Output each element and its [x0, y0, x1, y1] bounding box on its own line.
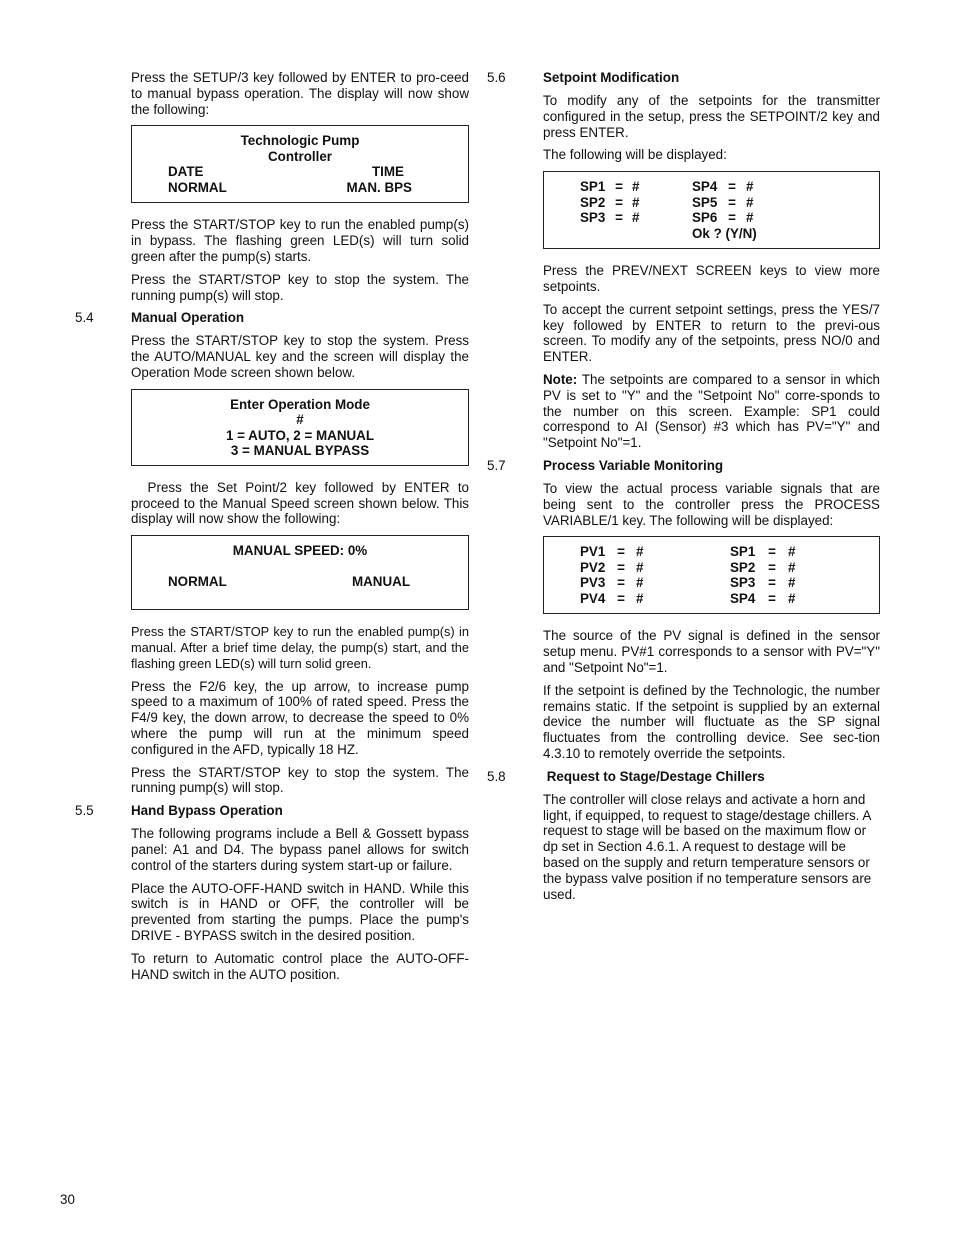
- paragraph: Press the START/STOP key to stop the system. The running pump(s) will stop.: [131, 764, 469, 796]
- display-manbps: MAN. BPS: [346, 179, 412, 195]
- display-cell: #: [788, 575, 796, 591]
- paragraph: To return to Automatic control place the AUTO-OFF-HAND switch in the AUTO position.: [131, 950, 469, 982]
- display-cell: =: [768, 575, 776, 591]
- display-cell: #: [636, 575, 644, 591]
- display-box-operation-mode: [131, 389, 469, 466]
- paragraph: The following programs include a Bell & Gossett bypass panel: A1 and D4. The bypass panel allows for switch control of the starters during system start-up or failure.: [131, 826, 469, 873]
- section-heading-5-8: [487, 769, 880, 785]
- paragraph: Press the SETUP/3 key followed by ENTER to pro-ceed to manual bypass operation. The display will now show the following:: [131, 70, 469, 117]
- paragraph: The controller will close relays and activate a horn and light, if equipped, to request to stage/destage chillers. A request to stage will be based on the maximum flow or dp set in Section 4.6.1. A request to destage will be based on the supply and return temperature sensors or the bypass valve position if no temperature sensors are used.: [543, 791, 872, 902]
- section-heading-5-4: [75, 310, 469, 326]
- display-line: Technologic Pump: [240, 133, 360, 149]
- paragraph: To modify any of the setpoints for the transmitter configured in the setup, press the SETPOINT/2 key and press ENTER.: [543, 93, 880, 140]
- section-number: 5.6: [487, 70, 506, 85]
- display-cell: =: [768, 559, 776, 575]
- display-row: [142, 164, 458, 180]
- display-cell: SP3: [580, 210, 606, 226]
- display-cell: =: [728, 194, 736, 210]
- section-title: Manual Operation: [131, 310, 245, 326]
- display-box-process-variables: [543, 536, 880, 614]
- display-cell: #: [746, 210, 754, 226]
- display-cell: SP2: [580, 194, 606, 210]
- right-column: [487, 70, 880, 909]
- display-box-manual-speed: [131, 535, 469, 610]
- paragraph: The following will be displayed:: [543, 147, 727, 163]
- section-number: 5.7: [487, 457, 506, 473]
- section-number: 5.4: [75, 310, 94, 326]
- display-cell: SP2: [730, 559, 756, 575]
- display-row: [142, 180, 458, 196]
- display-manual: MANUAL: [351, 573, 410, 589]
- paragraph: Press the START/STOP key to run the enabled pump(s) in manual. After a brief time delay, the pump(s) start, and the flashing green LED(s) will turn solid green.: [131, 624, 469, 671]
- display-date: DATE: [168, 164, 204, 180]
- display-cell: =: [728, 210, 736, 226]
- pv-grid: [554, 544, 869, 606]
- note-label: Note:: [543, 371, 578, 387]
- display-cell: #: [636, 544, 644, 560]
- display-normal: NORMAL: [168, 573, 227, 589]
- section-title: Process Variable Monitoring: [543, 457, 724, 473]
- display-box-setpoints: [543, 171, 880, 249]
- section-title: Setpoint Modification: [543, 70, 680, 85]
- display-cell: =: [617, 559, 625, 575]
- display-cell: #: [788, 559, 796, 575]
- display-cell: PV1: [580, 544, 606, 560]
- display-cell: =: [617, 590, 625, 606]
- display-line: #: [296, 412, 304, 428]
- paragraph: Press the START/STOP key to stop the system. The running pump(s) will stop.: [131, 271, 469, 303]
- display-cell: #: [636, 559, 644, 575]
- display-cell: SP4: [730, 590, 756, 606]
- page-number: 30: [60, 1192, 75, 1207]
- paragraph: To view the actual process variable signals that are being sent to the controller press the PROCESS VARIABLE/1 key. The following will be displayed:: [543, 480, 880, 528]
- display-cell: SP5: [692, 194, 718, 210]
- display-normal: NORMAL: [168, 179, 227, 195]
- display-cell: =: [615, 194, 623, 210]
- display-line: 1 = AUTO, 2 = MANUAL: [225, 427, 375, 443]
- paragraph: Press the PREV/NEXT SCREEN keys to view more setpoints.: [543, 263, 880, 294]
- display-cell: #: [636, 590, 644, 606]
- section-heading-5-7: [487, 458, 880, 474]
- display-cell: #: [632, 179, 640, 195]
- display-cell: SP6: [692, 210, 718, 226]
- paragraph: Press the START/STOP key to stop the system. Press the AUTO/MANUAL key and the screen will display the Operation Mode screen shown below.: [131, 333, 469, 380]
- display-cell: PV3: [580, 575, 606, 591]
- paragraph: Place the AUTO-OFF-HAND switch in HAND. While this switch is in HAND or OFF, the controller will be prevented from starting the pumps. Place the pump's DRIVE - BYPASS switch in the desired position.: [131, 880, 469, 943]
- display-cell: SP1: [580, 179, 606, 195]
- display-ok-prompt: Ok ? (Y/N): [692, 225, 757, 241]
- display-cell: =: [615, 210, 623, 226]
- display-cell: #: [788, 590, 796, 606]
- note-paragraph: [543, 372, 880, 451]
- display-cell: SP4: [692, 179, 718, 195]
- display-box-bypass: [131, 125, 469, 203]
- left-column: [75, 70, 473, 989]
- display-line: MANUAL SPEED: 0%: [232, 543, 368, 559]
- section-number: 5.5: [75, 803, 94, 819]
- display-cell: PV4: [580, 590, 606, 606]
- display-cell: #: [746, 179, 754, 195]
- display-cell: #: [746, 194, 754, 210]
- paragraph: If the setpoint is defined by the Technologic, the number remains static. If the setpoint is supplied by an external device the number will fluctuate as the SP signal fluctuates from the controlling device. See sec-tion 4.3.10 to remotely override the setpoints.: [543, 682, 880, 761]
- section-heading-5-6: [487, 70, 880, 86]
- display-cell: PV2: [580, 559, 606, 575]
- note-text: The setpoints are compared to a sensor in which PV is set to "Y" and the "Setpoint No" corre-sponds to the number on this screen. Example: SP1 could correspond to AI (Sensor) #3 which has PV="Y" and "Setpoint No"=1.: [543, 371, 880, 451]
- display-cell: =: [617, 575, 625, 591]
- section-heading-5-5: [75, 803, 469, 819]
- display-cell: SP1: [730, 544, 756, 560]
- display-row: [142, 574, 458, 590]
- display-cell: SP3: [730, 575, 756, 591]
- display-cell: #: [788, 544, 796, 560]
- paragraph: Press the Set Point/2 key followed by ENTER to proceed to the Manual Speed screen shown below. This display will now show the following:: [131, 479, 473, 527]
- display-cell: =: [768, 590, 776, 606]
- display-line: 3 = MANUAL BYPASS: [230, 443, 370, 459]
- display-cell: #: [632, 210, 640, 226]
- display-cell: =: [728, 179, 736, 195]
- display-time: TIME: [372, 164, 404, 180]
- section-number: 5.8: [487, 768, 506, 784]
- paragraph: Press the F2/6 key, the up arrow, to increase pump speed to a maximum of 100% of rated speed. Press the F4/9 key, the down arrow, to decrease the speed to 0% where the pump will run at the minimum speed configured in the AFD, typically 18 HZ.: [131, 678, 469, 757]
- display-cell: =: [617, 544, 625, 560]
- display-cell: #: [632, 194, 640, 210]
- paragraph: Press the START/STOP key to run the enabled pump(s) in bypass. The flashing green LED(s) will turn solid green after the pump(s) starts.: [131, 217, 469, 264]
- paragraph: To accept the current setpoint settings, press the YES/7 key followed by ENTER to return to the previ-ous screen. To modify any of the setpoints, press NO/0 and ENTER.: [543, 301, 880, 365]
- display-cell: =: [768, 544, 776, 560]
- section-title: Hand Bypass Operation: [131, 803, 283, 819]
- display-line: Enter Operation Mode: [230, 396, 370, 412]
- setpoint-grid: [554, 179, 869, 226]
- display-line: Controller: [268, 148, 332, 164]
- section-title: Request to Stage/Destage Chillers: [543, 768, 765, 784]
- display-cell: =: [615, 179, 623, 195]
- paragraph: The source of the PV signal is defined in the sensor setup menu. PV#1 corresponds to a sensor with PV="Y" and "Setpoint No"=1.: [543, 628, 880, 675]
